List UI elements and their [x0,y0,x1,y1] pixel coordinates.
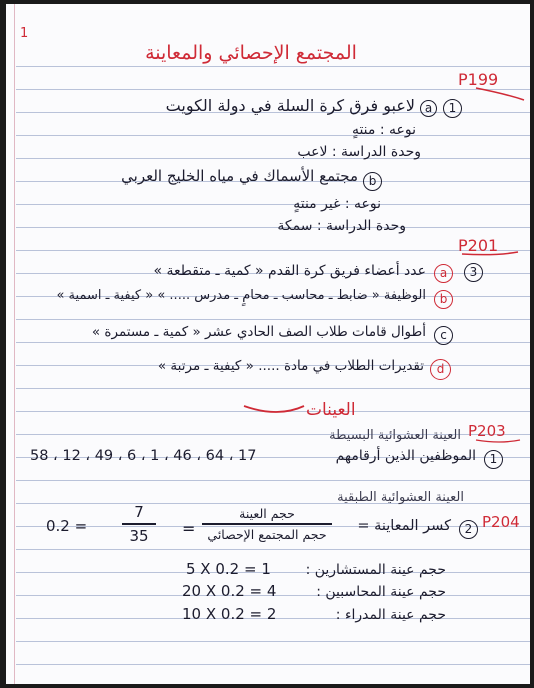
item-letter-c: c [434,326,453,345]
ref-p201: P201 [458,236,499,255]
item-3a-text: عدد أعضاء فريق كرة القدم « كمية ـ متقطعة » [153,263,426,279]
simple-random-text: الموظفين الذين أرقامهم [335,448,476,464]
fraction-numerator: حجم العينة [239,506,295,521]
item-3d-text: تقديرات الطلاب في مادة ..... « كيفية ـ مرتبة » [157,358,424,374]
stratified-heading: العينة العشوائية الطبقية [337,490,464,505]
item-1a-text: لاعبو فرق كرة السلة في دولة الكويت [165,96,415,115]
ink-strokes [6,4,530,684]
stratum-row-calc: 10 X 0.2 = 2 [182,605,277,623]
item-3c-text: أطوال قامات طلاب الصف الحادي عشر « كمية ـ مستمرة » [91,324,426,340]
stratum-row-label: حجم عينة المستشارين : [305,562,446,578]
underline-stroke [476,440,520,442]
samples-heading: العينات [306,400,356,420]
equals-sign: = [182,519,196,538]
stratum-row-calc: 20 X 0.2 = 4 [182,582,277,600]
item-number-1: 1 [484,450,503,469]
notebook-page [6,4,530,684]
stratum-row-calc: 5 X 0.2 = 1 [186,560,271,578]
item-letter-a: a [434,264,453,283]
item-1b-type: نوعه : غير منتهٍ [293,196,381,212]
item-letter-b: b [363,172,382,191]
ref-p199: P199 [458,70,499,89]
item-number-1: 1 [443,99,462,118]
item-1b-text: مجتمع الأسماك في مياه الخليج العربي [121,167,358,185]
fraction-denominator: حجم المجتمع الإحصائي [207,526,327,542]
item-1b-unit: وحدة الدراسة : سمكة [277,218,406,234]
item-1a-type: نوعه : منتهٍ [351,122,416,138]
underline-stroke [476,88,524,100]
ref-p203: P203 [468,422,506,440]
item-3b-text: الوظيفة « ضابط ـ محاسب ـ محامٍ ـ مدرس ..... » « كيفية ـ اسمية » [56,288,426,303]
sample-numbers: 58 ، 12 ، 49 ، 6 ، 1 ، 46 ، 64 ، 17 [30,448,257,464]
stratum-row-label: حجم عينة المحاسبين : [316,584,446,600]
simple-random-heading: العينة العشوائية البسيطة [329,428,461,443]
item-letter-a: a [420,100,437,117]
underline-stroke [462,252,518,255]
page-number: 1 [20,26,29,41]
item-letter-d: d [430,359,451,380]
heading-swash [244,406,304,412]
item-number-2: 2 [459,520,478,539]
item-letter-b: b [434,290,453,309]
fraction-numerator: 7 [134,503,144,521]
page-title: المجتمع الإحصائي والمعاينة [145,42,357,64]
item-1a-unit: وحدة الدراسة : لاعب [297,144,421,160]
ref-p204: P204 [482,513,520,531]
sampling-ratio-label: كسر المعاينة = [357,518,451,534]
stratum-row-label: حجم عينة المدراء : [335,607,446,623]
fraction-denominator: 35 [129,526,149,545]
item-number-3: 3 [464,263,483,282]
sampling-ratio-result: 0.2 = [46,517,88,535]
